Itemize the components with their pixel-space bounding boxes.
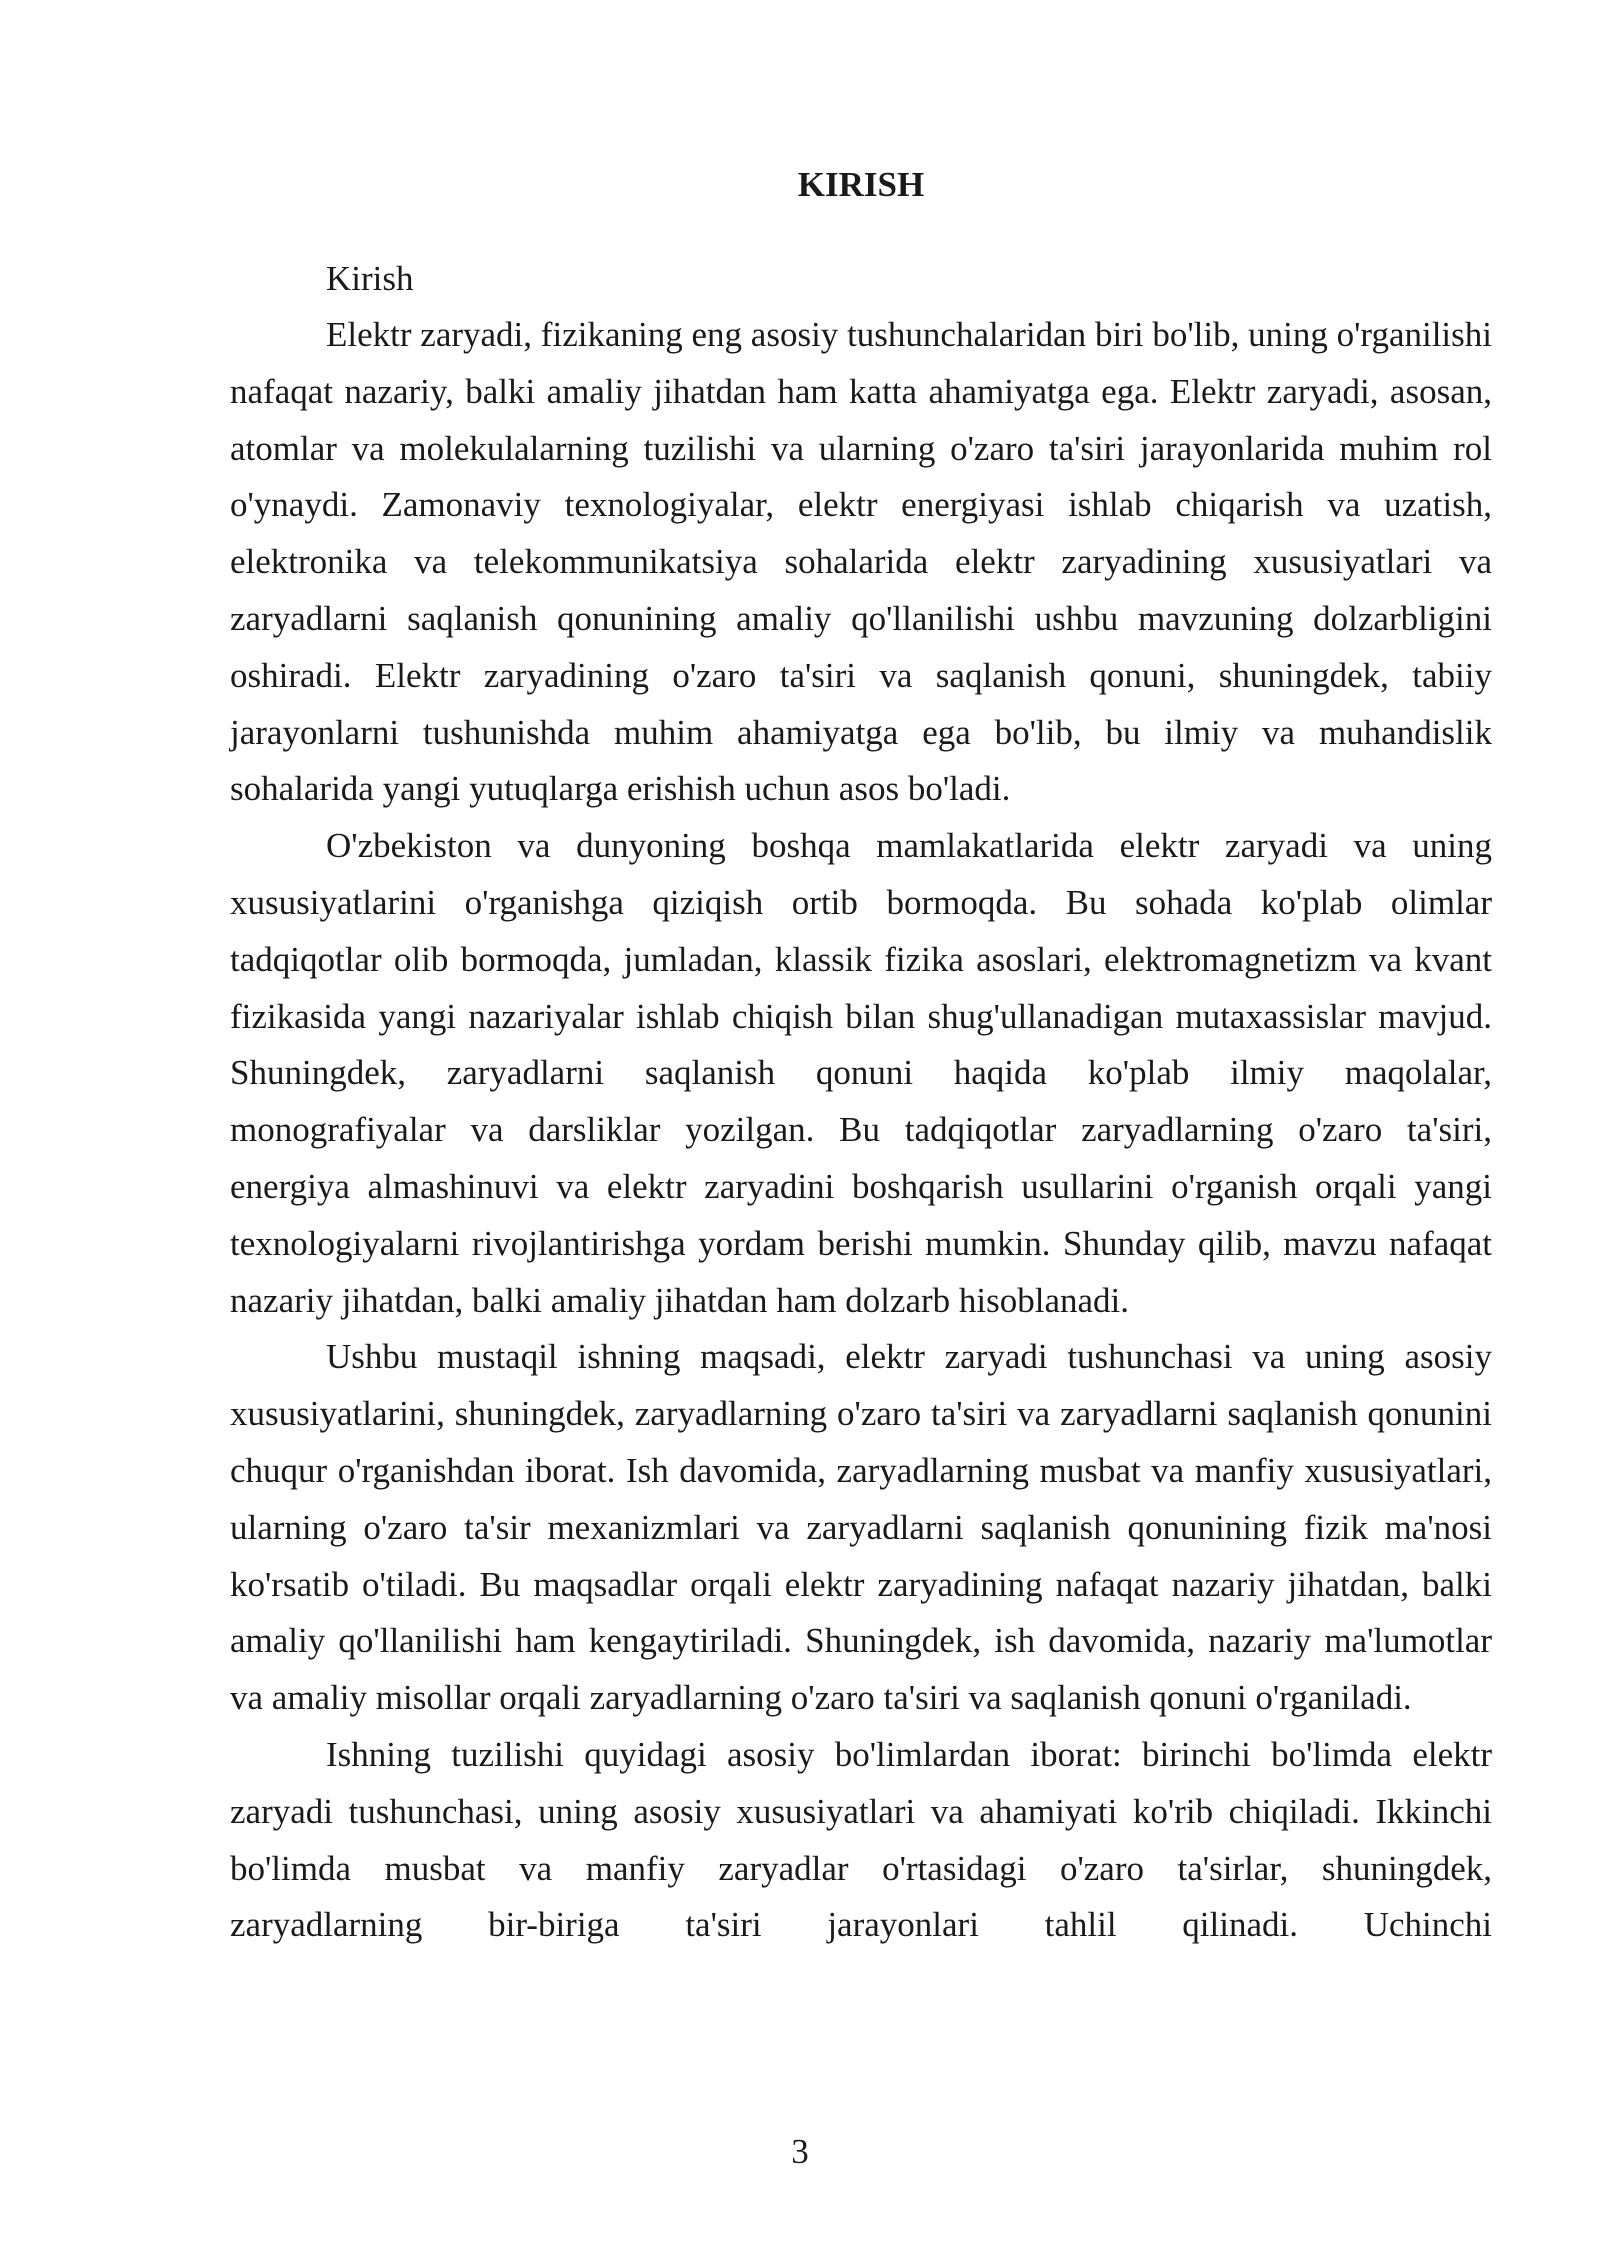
page-content	[230, 165, 1492, 1954]
page-number: 3	[791, 2132, 809, 2171]
paragraph-4: Ishning tuzilishi quyidagi asosiy bo'limlardan iborat: birinchi bo'limda elektr zaryadi tushunchasi, uning asosiy xususiyatlari va ahamiyati ko'rib chiqiladi. Ikkinchi bo'limda musbat va manfiy zaryadlar o'rtasidagi o'zaro ta'sirlar, shuningdek, zaryadlarning bir-biriga ta'siri jarayonlari tahlil qilinadi. Uchinchi	[230, 1734, 1492, 1945]
paragraph-2: O'zbekiston va dunyoning boshqa mamlakatlarida elektr zaryadi va uning xususiyatlarini o'rganishga qiziqish ortib bormoqda. Bu sohada ko'plab olimlar tadqiqotlar olib bormoqda, jumladan, klassik fizika asoslari, elektromagnetizm va kvant fizikasida yangi nazariyalar ishlab chiqish bilan shug'ullanadigan mutaxassislar mavjud. Shuningdek, zaryadlarni saqlanish qonuni haqida ko'plab ilmiy maqolalar, monografiyalar va darsliklar yozilgan. Bu tadqiqotlar zaryadlarning o'zaro ta'siri, energiya almashinuvi va elektr zaryadini boshqarish usullarini o'rganish orqali yangi texnologiyalarni rivojlantirishga yordam berishi mumkin. Shunday qilib, mavzu nafaqat nazariy jihatdan, balki amaliy jihatdan ham dolzarb hisoblanadi.	[230, 826, 1492, 1320]
paragraph-1: Elektr zaryadi, fizikaning eng asosiy tushunchalaridan biri bo'lib, uning o'rganilishi nafaqat nazariy, balki amaliy jihatdan ham katta ahamiyatga ega. Elektr zaryadi, asosan, atomlar va molekulalarning tuzilishi va ularning o'zaro ta'siri jarayonlarida muhim rol o'ynaydi. Zamonaviy texnologiyalar, elektr energiyasi ishlab chiqarish va uzatish, elektronika va telekommunikatsiya sohalarida elektr zaryadining xususiyatlari va zaryadlarni saqlanish qonunining amaliy qo'llanilishi ushbu mavzuning dolzarbligini oshiradi. Elektr zaryadining o'zaro ta'siri va saqlanish qonuni, shuningdek, tabiiy jarayonlarni tushunishda muhim ahamiyatga ega bo'lib, bu ilmiy va muhandislik sohalarida yangi yutuqlarga erishish uchun asos bo'ladi.	[230, 315, 1492, 809]
page-title: KIRISH	[797, 165, 925, 204]
section-subheading: Kirish	[326, 259, 414, 298]
paragraph-3: Ushbu mustaqil ishning maqsadi, elektr zaryadi tushunchasi va uning asosiy xususiyatlarini, shuningdek, zaryadlarning o'zaro ta'siri va zaryadlarni saqlanish qonunini chuqur o'rganishdan iborat. Ish davomida, zaryadlarning musbat va manfiy xususiyatlari, ularning o'zaro ta'sir mexanizmlari va zaryadlarni saqlanish qonunining fizik ma'nosi ko'rsatib o'tiladi. Bu maqsadlar orqali elektr zaryadining nafaqat nazariy jihatdan, balki amaliy qo'llanilishi ham kengaytiriladi. Shuningdek, ish davomida, nazariy ma'lumotlar va amaliy misollar orqali zaryadlarning o'zaro ta'siri va saqlanish qonuni o'rganiladi.	[230, 1337, 1492, 1718]
